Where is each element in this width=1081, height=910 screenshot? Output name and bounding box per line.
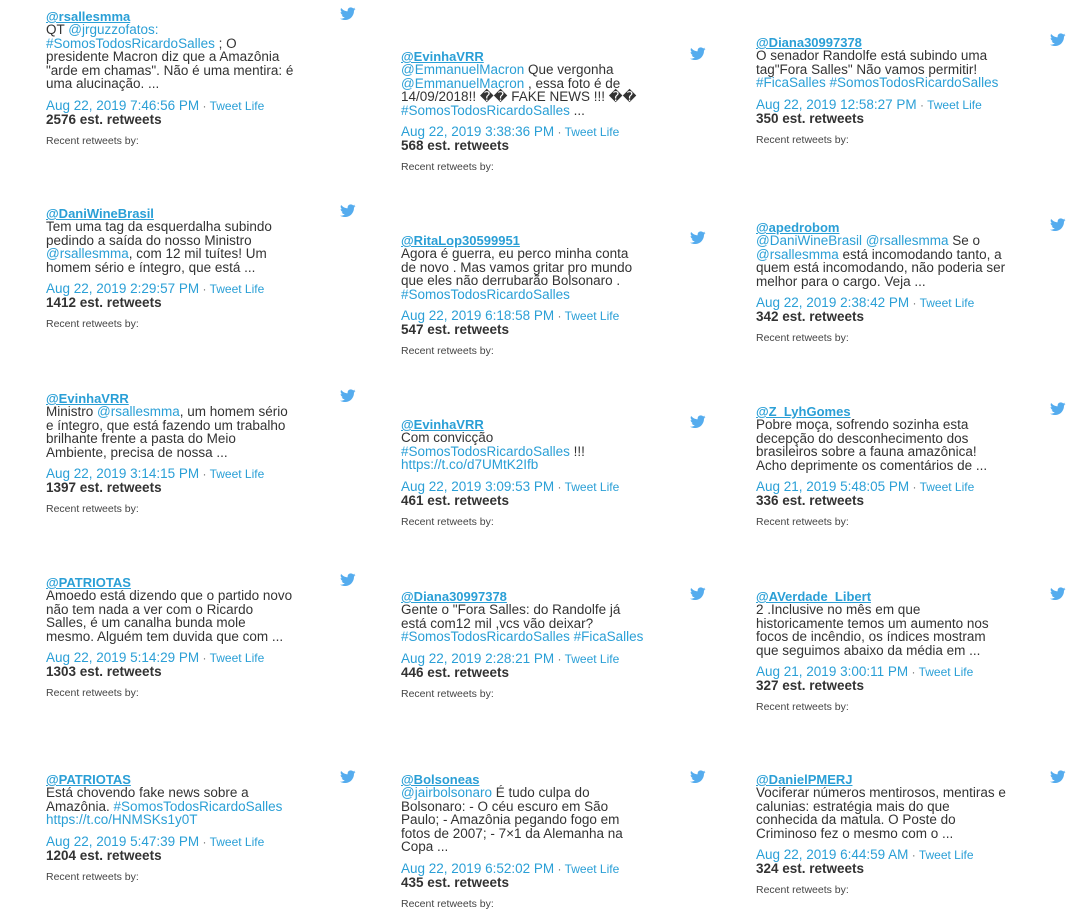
tweet-author-handle[interactable]: @rsallesmma (46, 9, 131, 24)
tweet-text-link[interactable]: #SomosTodosRicardoSalles (113, 798, 283, 814)
tweet-author-handle[interactable]: @PATRIOTAS (46, 772, 131, 787)
tweet-meta (46, 99, 296, 113)
tweet-timestamp-link[interactable]: Aug 22, 2019 6:44:59 AM (756, 847, 909, 862)
meta-separator: · (554, 861, 565, 876)
tweet-text-link[interactable]: @rsallesmma (46, 246, 129, 261)
tweet-timestamp-link[interactable]: Aug 22, 2019 12:58:27 PM (756, 96, 917, 112)
tweet-text (46, 23, 296, 91)
meta-separator: · (199, 282, 210, 296)
tweet-card (401, 773, 646, 910)
tweet-text (46, 589, 296, 643)
tweet-timestamp-link[interactable]: Aug 22, 2019 3:14:15 PM (46, 466, 200, 481)
tweet-life-link[interactable]: Tweet Life (918, 665, 974, 679)
tweet-meta (401, 480, 646, 494)
meta-separator: · (908, 848, 919, 862)
recent-retweets-label: Recent retweets by: (756, 133, 849, 146)
tweet-text-segment: Pobre moça, sofrendo sozinha esta decepção do desconhecimento dos brasileiros sobre a fauna amazônica! Acho deprimente os comentários de ... (756, 417, 988, 473)
tweet-author-handle[interactable]: @Z_LyhGomes (756, 404, 851, 419)
meta-separator: · (199, 467, 210, 481)
tweet-text-link[interactable]: #FicaSalles (573, 629, 644, 644)
twitter-bird-icon[interactable] (690, 587, 706, 600)
meta-separator: · (554, 651, 565, 666)
twitter-bird-icon[interactable] (690, 47, 706, 60)
tweet-card (401, 590, 646, 700)
tweet-timestamp-link[interactable]: Aug 22, 2019 7:46:56 PM (46, 97, 200, 113)
retweet-count: 1303 est. retweets (46, 664, 162, 679)
tweet-text (756, 234, 1006, 288)
recent-retweets-label: Recent retweets by: (46, 503, 139, 515)
tweet-text-segment: está incomodando tanto, a quem está incomodando, não poderia ser melhor para o cargo. Veja ... (756, 246, 1006, 289)
tweet-text-link[interactable]: @rsallesmma (756, 246, 839, 262)
tweet-text-segment: Agora é guerra, eu perco minha conta de novo . Mas vamos gritar pro mundo que eles não derrubarão Bolsonaro . (401, 246, 633, 288)
tweet-text (401, 247, 646, 301)
tweet-text-segment: QT (46, 22, 69, 37)
tweet-card (756, 405, 1006, 528)
tweet-text-link[interactable]: https://t.co/HNMSKs1y0T (46, 812, 198, 827)
tweet-meta (401, 862, 646, 876)
tweet-card (756, 221, 1006, 344)
retweet-count: 324 est. retweets (756, 861, 865, 876)
tweet-author-handle[interactable]: @PATRIOTAS (46, 575, 131, 590)
tweet-text (401, 431, 646, 472)
tweet-author-handle[interactable]: @DaniWineBrasil (46, 206, 154, 221)
tweet-timestamp-link[interactable]: Aug 22, 2019 2:28:21 PM (401, 650, 555, 666)
tweet-card (401, 234, 646, 357)
tweet-text (46, 405, 296, 459)
tweet-timestamp-link[interactable]: Aug 22, 2019 3:38:36 PM (401, 124, 555, 139)
tweet-text-link[interactable]: @EmmanuelMacron (401, 62, 525, 77)
tweet-text-segment: Com convicção (401, 430, 494, 445)
tweet-card (46, 773, 296, 883)
tweet-card (46, 10, 296, 147)
tweet-life-link[interactable]: Tweet Life (209, 651, 265, 665)
retweet-count: 1412 est. retweets (46, 295, 162, 310)
tweet-text-segment: Ministro (46, 404, 98, 419)
twitter-bird-icon[interactable] (340, 389, 356, 402)
tweet-author-handle[interactable]: @DanielPMERJ (756, 772, 853, 787)
tweet-author-handle[interactable]: @EvinhaVRR (401, 49, 484, 64)
tweet-text-segment: Tem uma tag da esquerdalha subindo pedindo a saída do nosso Ministro (46, 219, 272, 248)
tweet-text-segment: , um homem sério e íntegro, que está fazendo um trabalho brilhante frente a pasta do Meio Ambiente, precisa de nossa ... (46, 404, 288, 460)
tweet-meta (46, 282, 296, 296)
meta-separator: · (199, 834, 210, 849)
tweet-text-link[interactable]: @DaniWineBrasil (756, 233, 862, 248)
tweet-life-link[interactable]: Tweet Life (927, 97, 982, 112)
tweet-text-segment: , com 12 mil tuítes! Um homem sério e íntegro, que está ... (46, 246, 267, 275)
twitter-bird-icon[interactable] (1050, 587, 1066, 600)
tweet-meta (401, 652, 646, 666)
recent-retweets-label: Recent retweets by: (401, 345, 494, 357)
tweet-timestamp-link[interactable]: Aug 22, 2019 6:52:02 PM (401, 860, 555, 876)
tweet-meta (756, 98, 1006, 112)
tweet-text (756, 49, 1006, 90)
tweet-text-segment: O senador Randolfe está subindo uma tag"Fora Salles" Não vamos permitir! (756, 48, 988, 77)
tweet-meta (756, 296, 1006, 310)
tweet-text (46, 220, 296, 274)
tweet-life-link[interactable]: Tweet Life (564, 651, 620, 666)
tweet-text-segment: ; O presidente Macron diz que a Amazônia "arde em chamas". Não é uma mentira: é uma alucinação. ... (46, 35, 294, 91)
tweet-card (46, 207, 296, 330)
tweet-text-segment: , essa foto é de 14/09/2018!! �� FAKE NEWS !!! �� (401, 75, 637, 104)
recent-retweets-label: Recent retweets by: (401, 897, 494, 910)
tweet-author-handle[interactable]: @EvinhaVRR (401, 417, 484, 432)
tweet-timestamp-link[interactable]: Aug 22, 2019 2:29:57 PM (46, 281, 200, 296)
tweet-author-handle[interactable]: @EvinhaVRR (46, 391, 129, 406)
meta-separator: · (199, 651, 210, 665)
tweet-timestamp-link[interactable]: Aug 22, 2019 5:14:29 PM (46, 650, 200, 665)
tweet-text-segment: Vociferar números mentirosos, mentiras e calunias: estratégia mais do que conhecida da matula. O Poste do Criminoso fez o mesmo com o ... (756, 785, 1006, 841)
tweet-text-link[interactable]: #SomosTodosRicardoSalles (401, 629, 570, 644)
tweet-text (401, 63, 646, 117)
tweet-card (401, 50, 646, 173)
twitter-bird-icon[interactable] (690, 770, 706, 783)
tweet-card (756, 36, 1006, 146)
tweet-life-link[interactable]: Tweet Life (564, 309, 620, 323)
tweet-card (46, 576, 296, 699)
tweet-text-segment: ... (569, 102, 585, 118)
tweet-meta (756, 848, 1006, 862)
tweet-text-link[interactable]: #FicaSalles (756, 75, 826, 90)
twitter-bird-icon[interactable] (340, 204, 356, 217)
tweet-text-link[interactable]: #SomosTodosRicardoSalles (829, 75, 999, 90)
retweet-count: 446 est. retweets (401, 664, 510, 680)
tweet-text-segment: !!! (569, 443, 585, 459)
recent-retweets-label: Recent retweets by: (756, 516, 849, 528)
tweet-life-link[interactable]: Tweet Life (564, 479, 620, 494)
tweet-card (756, 590, 1006, 713)
twitter-bird-icon[interactable] (340, 573, 356, 586)
meta-separator: · (554, 309, 565, 323)
tweet-meta (46, 835, 296, 849)
recent-retweets-label: Recent retweets by: (756, 701, 849, 713)
tweet-life-link[interactable]: Tweet Life (564, 861, 620, 876)
tweet-life-link[interactable]: Tweet Life (209, 282, 265, 296)
twitter-bird-icon[interactable] (1050, 33, 1066, 46)
tweet-text-link[interactable]: #SomosTodosRicardoSalles (401, 443, 570, 459)
tweet-author-handle[interactable]: @RitaLop30599951 (401, 233, 520, 248)
tweet-life-link[interactable]: Tweet Life (209, 467, 265, 481)
retweet-count: 336 est. retweets (756, 493, 865, 508)
tweet-text (756, 786, 1006, 840)
recent-retweets-label: Recent retweets by: (756, 884, 849, 896)
retweet-count: 547 est. retweets (401, 322, 510, 337)
tweet-author-handle[interactable]: @AVerdade_Libert (756, 589, 872, 604)
tweet-meta (401, 309, 646, 323)
tweet-author-handle[interactable]: @Diana30997378 (401, 589, 507, 604)
tweet-meta (756, 665, 1006, 679)
meta-separator: · (199, 98, 210, 113)
recent-retweets-label: Recent retweets by: (46, 134, 139, 147)
tweet-timestamp-link[interactable]: Aug 21, 2019 5:48:05 PM (756, 479, 910, 494)
recent-retweets-label: Recent retweets by: (46, 870, 139, 883)
tweet-author-handle[interactable]: @apedrobom (756, 220, 840, 235)
tweet-text-segment: Gente o "Fora Salles: do Randolfe já está com12 mil ,vcs vão deixar? (401, 602, 621, 631)
tweet-text-link[interactable]: #SomosTodosRicardoSalles (46, 35, 215, 51)
twitter-bird-icon[interactable] (690, 231, 706, 244)
tweet-author-handle[interactable]: @Diana30997378 (756, 35, 862, 50)
tweet-text-link[interactable]: @jrguzzofatos: (68, 22, 159, 37)
twitter-bird-icon[interactable] (340, 770, 356, 783)
retweet-count: 1204 est. retweets (46, 847, 162, 863)
tweet-text (401, 603, 646, 644)
tweet-life-link[interactable]: Tweet Life (209, 98, 265, 113)
tweet-text-segment: É tudo culpa do Bolsonaro: - O céu escuro em São Paulo; - Amazônia pegando fogo em fotos de 2007; - 7×1 da Alemanha na Copa ... (401, 785, 623, 854)
tweet-text-segment: Se o (948, 233, 980, 248)
tweet-text-segment: Amoedo está dizendo que o partido novo não tem nada a ver com o Ricardo Salles, é um canalha bunda mole mesmo. Alguém tem duvida que com ... (46, 588, 293, 644)
tweet-text-link[interactable]: @rsallesmma (97, 404, 180, 419)
tweet-text-link[interactable]: #SomosTodosRicardoSalles (401, 286, 570, 302)
retweet-count: 350 est. retweets (756, 110, 865, 126)
tweet-author-handle[interactable]: @Bolsoneas (401, 772, 480, 787)
twitter-bird-icon[interactable] (1050, 402, 1066, 415)
tweet-text-link[interactable]: #SomosTodosRicardoSalles (401, 102, 570, 118)
retweet-count: 342 est. retweets (756, 309, 865, 324)
retweet-count: 461 est. retweets (401, 492, 510, 508)
tweet-life-link[interactable]: Tweet Life (919, 480, 975, 494)
retweet-count: 327 est. retweets (756, 678, 865, 693)
recent-retweets-label: Recent retweets by: (401, 515, 494, 528)
tweet-meta (401, 125, 646, 139)
meta-separator: · (909, 480, 920, 494)
tweet-text (756, 418, 1006, 472)
twitter-bird-icon[interactable] (690, 415, 706, 428)
tweet-timestamp-link[interactable]: Aug 22, 2019 5:47:39 PM (46, 833, 200, 849)
recent-retweets-label: Recent retweets by: (46, 687, 139, 699)
retweet-count: 2576 est. retweets (46, 111, 162, 127)
tweet-life-link[interactable]: Tweet Life (564, 125, 620, 139)
meta-separator: · (916, 97, 928, 112)
twitter-bird-icon[interactable] (340, 7, 356, 20)
tweet-text-link[interactable]: @EmmanuelMacron (401, 75, 525, 91)
meta-separator: · (908, 665, 919, 679)
tweet-timestamp-link[interactable]: Aug 21, 2019 3:00:11 PM (756, 664, 909, 679)
recent-retweets-label: Recent retweets by: (401, 687, 494, 700)
retweet-count: 568 est. retweets (401, 138, 510, 153)
retweet-count: 435 est. retweets (401, 874, 510, 890)
tweet-card (46, 392, 296, 515)
meta-separator: · (909, 296, 920, 310)
tweet-life-link[interactable]: Tweet Life (918, 848, 974, 862)
tweet-life-link[interactable]: Tweet Life (919, 296, 975, 310)
meta-separator: · (554, 125, 565, 139)
recent-retweets-label: Recent retweets by: (46, 318, 139, 330)
tweet-text-link[interactable]: @rsallesmma (865, 233, 949, 248)
tweet-card (756, 773, 1006, 896)
tweet-card (401, 418, 646, 528)
tweet-meta (46, 651, 296, 665)
tweet-text-segment: Que vergonha (524, 62, 614, 77)
twitter-bird-icon[interactable] (1050, 770, 1066, 783)
retweet-count: 1397 est. retweets (46, 480, 162, 495)
recent-retweets-label: Recent retweets by: (756, 332, 849, 344)
tweet-text (756, 603, 1006, 657)
tweet-timestamp-link[interactable]: Aug 22, 2019 6:18:58 PM (401, 308, 555, 323)
recent-retweets-label: Recent retweets by: (401, 161, 494, 173)
meta-separator: · (554, 479, 565, 494)
tweet-text-segment: Está chovendo fake news sobre a Amazônia. (46, 785, 249, 814)
tweet-text-link[interactable]: @jairbolsonaro (401, 785, 492, 800)
tweet-timestamp-link[interactable]: Aug 22, 2019 3:09:53 PM (401, 478, 555, 494)
tweet-text-link[interactable]: https://t.co/d7UMtK2Ifb (401, 457, 539, 472)
tweet-text (401, 786, 646, 854)
tweet-meta (756, 480, 1006, 494)
twitter-bird-icon[interactable] (1050, 218, 1066, 231)
tweet-timestamp-link[interactable]: Aug 22, 2019 2:38:42 PM (756, 295, 910, 310)
tweet-life-link[interactable]: Tweet Life (209, 834, 265, 849)
tweet-text-segment: 2 .Inclusive no mês em que historicamente temos um aumento nos focos de incêndio, os índices mostram que seguimos abaixo da média em ... (756, 602, 989, 658)
tweet-meta (46, 467, 296, 481)
tweet-text (46, 786, 296, 827)
